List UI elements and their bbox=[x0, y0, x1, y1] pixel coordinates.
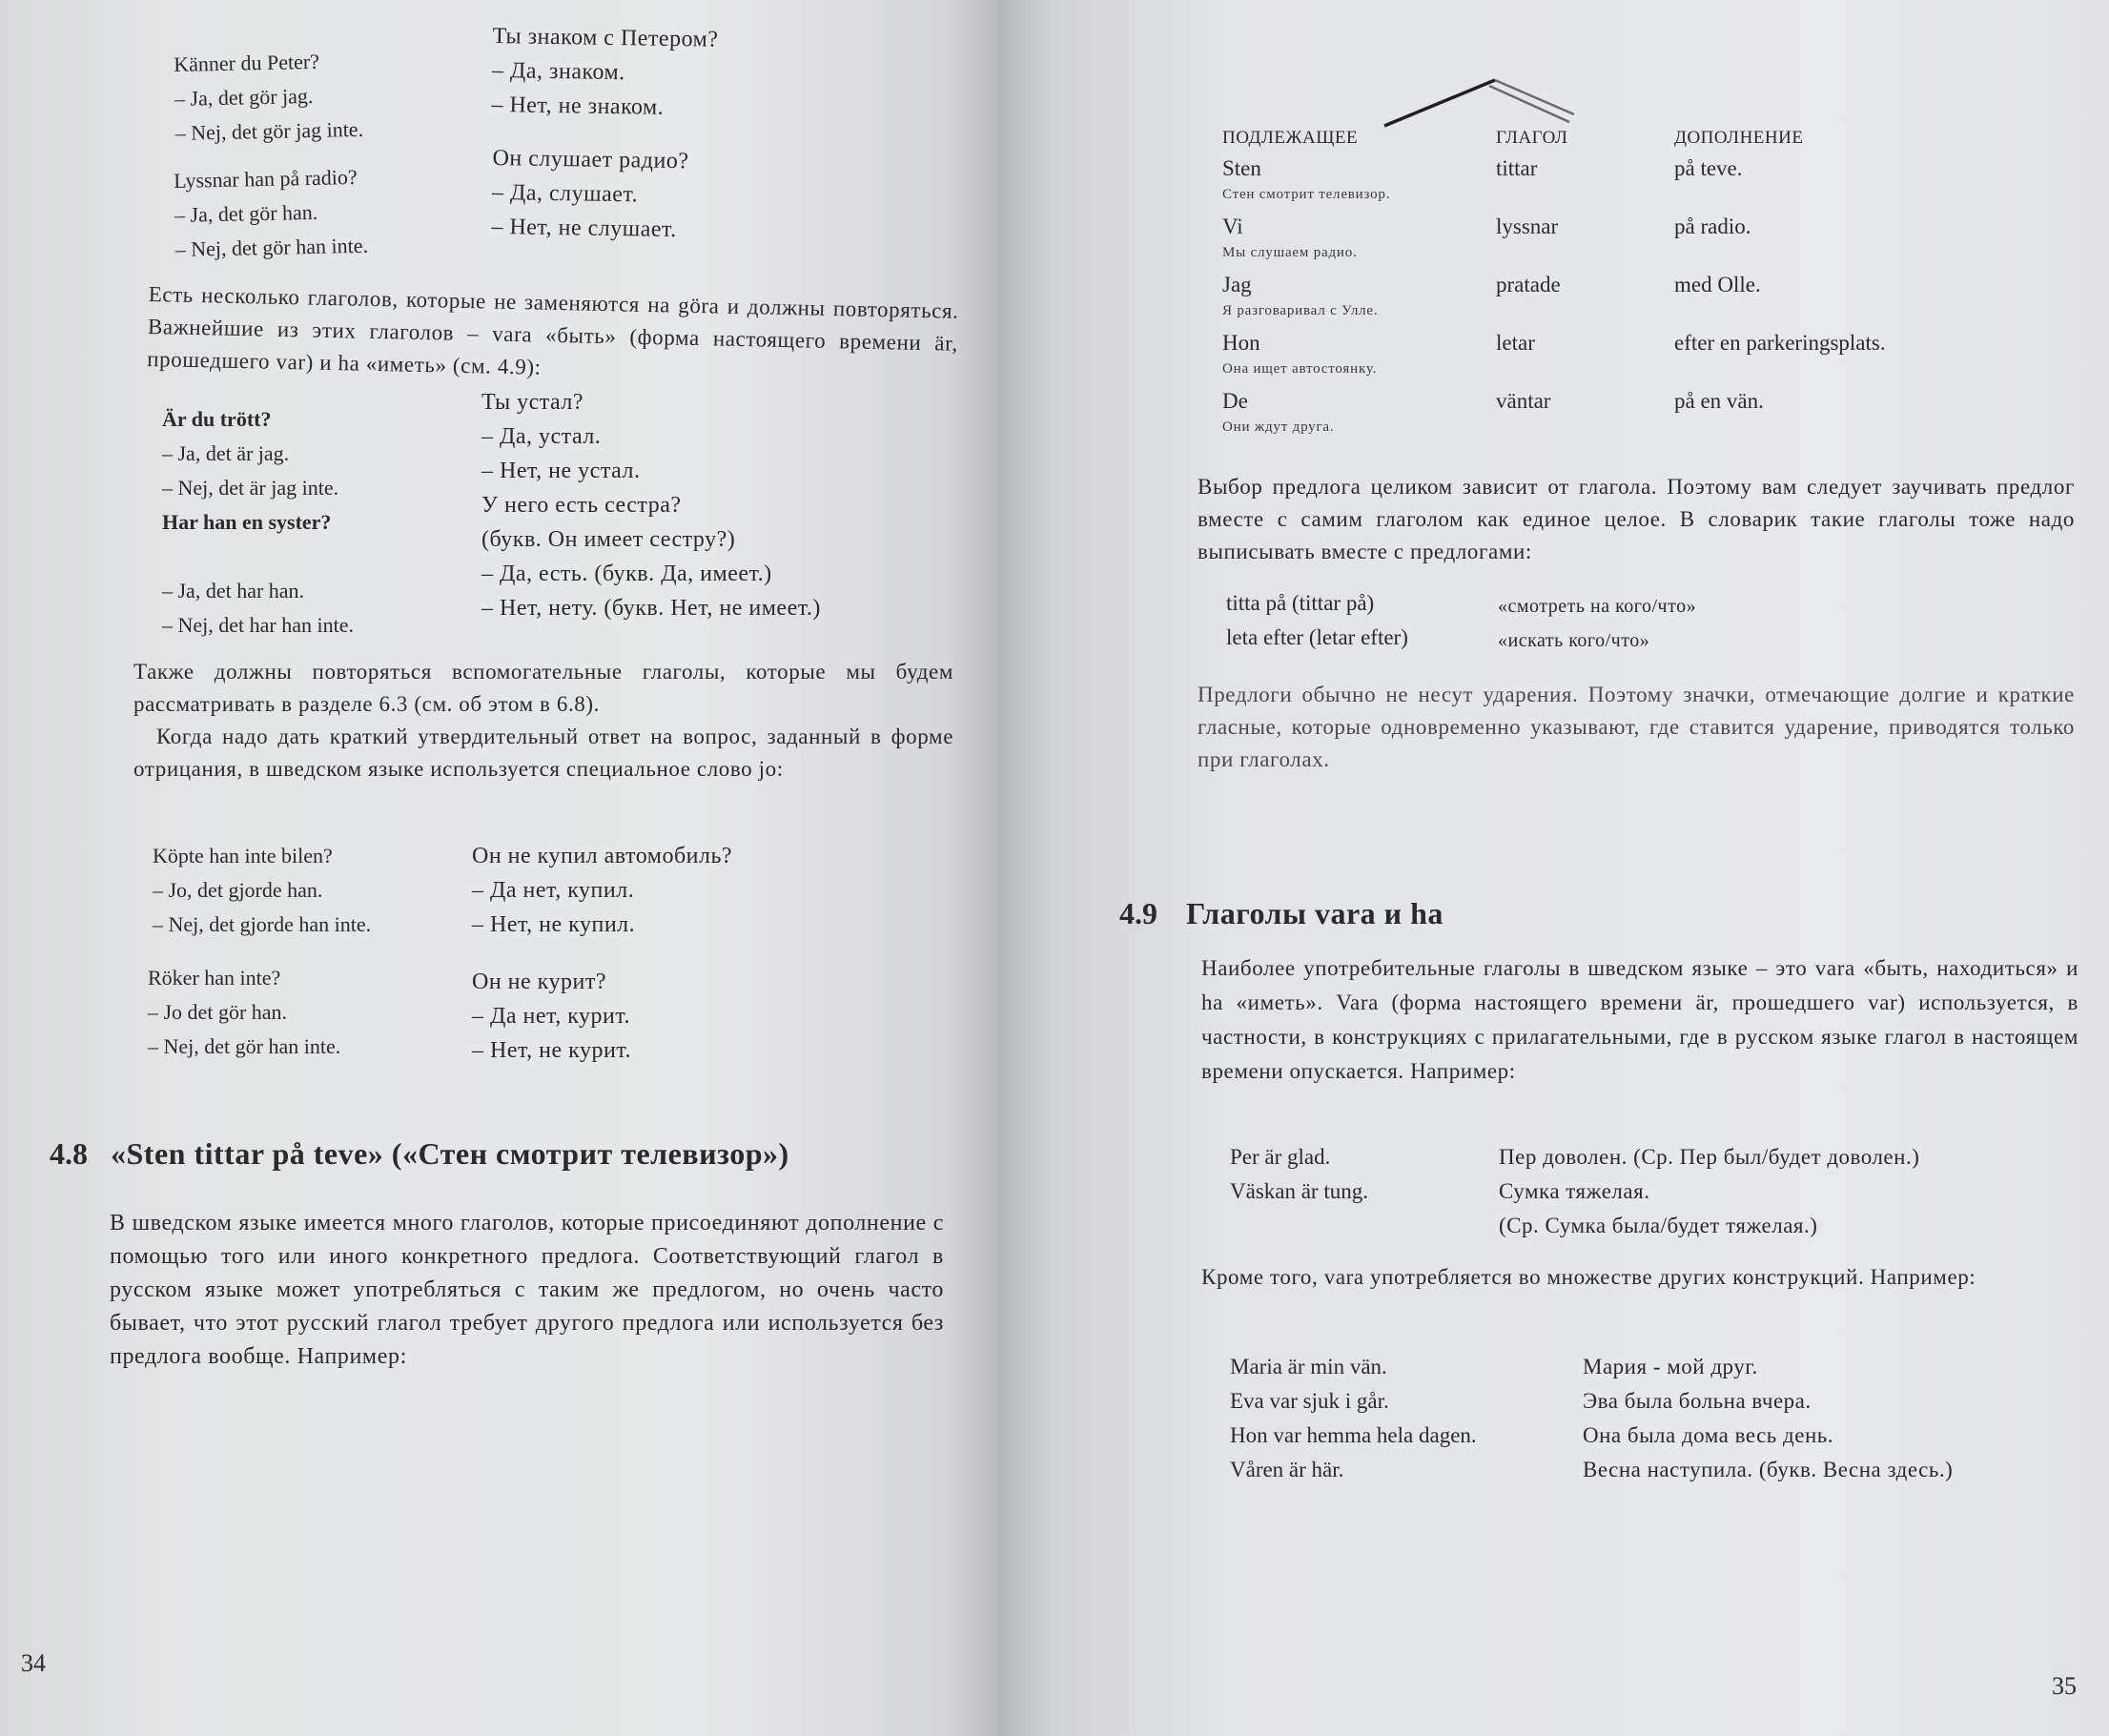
example-line: – Да, слушает. bbox=[491, 180, 639, 208]
table-cell-subject: Hon bbox=[1222, 331, 1260, 355]
example-russian-block bbox=[472, 839, 949, 942]
example-line: Он не купил автомобиль? bbox=[472, 844, 733, 868]
example-line: – Нет, нету. (букв. Нет, не имеет.) bbox=[481, 596, 821, 621]
section-4-9-body: Наиболее употребительные глаголы в шведском языке – это vara «быть, находиться» и ha «иметь». Vara (форма настоящего времени är, прошедшего var) используется, в частности, в конструкциях с прилагательными, где в русском языке глагол в настоящем времени опускается. Например: bbox=[1201, 956, 2078, 1083]
example-line: Har han en syster? bbox=[162, 510, 332, 534]
example-russian-block bbox=[1499, 1140, 2071, 1243]
example-swedish-block bbox=[148, 961, 462, 1064]
column-header-object: ДОПОЛНЕНИЕ bbox=[1674, 128, 1804, 148]
example-line: Hon var hemma hela dagen. bbox=[1230, 1423, 1477, 1447]
example-line: Känner du Peter? bbox=[173, 49, 320, 77]
example-line: – Nej, det gör han inte. bbox=[148, 1034, 341, 1058]
table-cell-object: på radio. bbox=[1674, 214, 1751, 238]
example-line: Är du trött? bbox=[162, 407, 272, 431]
example-line: Väskan är tung. bbox=[1230, 1179, 1368, 1203]
example-line: – Нет, не знаком. bbox=[491, 92, 665, 120]
verb-pair-row bbox=[1226, 625, 2065, 660]
example-line: – Nej, det är jag inte. bbox=[162, 476, 339, 500]
table-cell-gloss: Она ищет автостоянку. bbox=[1222, 361, 1378, 377]
table-cell-object: på en vän. bbox=[1674, 389, 1764, 413]
example-line: – Nej, det gjorde han inte. bbox=[153, 912, 372, 936]
example-line: Per är glad. bbox=[1230, 1145, 1331, 1169]
example-line: Она была дома весь день. bbox=[1583, 1423, 1834, 1447]
table-cell-object: med Olle. bbox=[1674, 273, 1761, 296]
example-line: Он не курит? bbox=[472, 970, 606, 994]
example-line bbox=[162, 540, 477, 574]
paragraph-stress: Предлоги обычно не несут ударения. Поэтому значки, отмечающие долгие и краткие гласные, которые одновременно указывают, где ставится ударение, приводятся только при глаголах. bbox=[1198, 683, 2075, 771]
table-cell-gloss: Они ждут друга. bbox=[1222, 419, 1335, 435]
example-line: Ты знаком с Петером? bbox=[492, 24, 719, 52]
table-cell-subject: Vi bbox=[1222, 214, 1243, 238]
example-line: Эва была больна вчера. bbox=[1583, 1389, 1812, 1413]
page-number: 35 bbox=[2052, 1672, 2077, 1700]
paragraph-prepositions: Выбор предлога целиком зависит от глагола. Поэтому вам следует заучивать предлог вместе с самим глаголом как единое целое. В словарик такие глаголы тоже надо выписывать вместе с предлогами: bbox=[1198, 475, 2075, 563]
example-swedish-block bbox=[1230, 1140, 1497, 1209]
example-swedish-block bbox=[153, 839, 467, 942]
example-line: – Да, есть. (букв. Да, имеет.) bbox=[481, 562, 772, 586]
left-page bbox=[0, 0, 997, 1736]
table-cell-object: efter en parkeringsplats. bbox=[1674, 331, 1886, 355]
example-line: Сумка тяжелая. bbox=[1499, 1179, 1650, 1203]
example-swedish-block bbox=[162, 402, 477, 643]
example-line: Maria är min vän. bbox=[1230, 1355, 1387, 1379]
example-line: Мария - мой друг. bbox=[1583, 1355, 1758, 1379]
example-line: Eva var sjuk i går. bbox=[1230, 1389, 1389, 1413]
example-line: Пер доволен. (Ср. Пер был/будет доволен.) bbox=[1499, 1145, 1920, 1169]
table-cell-verb: letar bbox=[1496, 331, 1535, 355]
table-cell-gloss: Стен смотрит телевизор. bbox=[1222, 187, 1391, 202]
roof-diagram bbox=[1379, 72, 1627, 130]
example-line: – Да, знаком. bbox=[491, 58, 625, 86]
example-line: Våren är här. bbox=[1230, 1458, 1344, 1481]
table-cell-verb: tittar bbox=[1496, 156, 1538, 180]
verb-pair-swedish: titta på (tittar på) bbox=[1226, 591, 1375, 615]
example-line: – Нет, не слушает. bbox=[491, 214, 677, 243]
section-title: «Sten tittar på teve» («Стен смотрит телевизор») bbox=[111, 1136, 789, 1171]
page-number: 34 bbox=[21, 1649, 46, 1677]
example-line: Он слушает радио? bbox=[492, 146, 689, 174]
paragraph-jo: Когда надо дать краткий утвердительный ответ на вопрос, заданный в форме отрицания, в шведском языке используется специальное слово jo: bbox=[133, 725, 953, 781]
table-cell-subject: De bbox=[1222, 389, 1248, 413]
sentence-table bbox=[1222, 156, 2080, 447]
section-number: 4.8 bbox=[50, 1136, 88, 1171]
paragraph-auxiliary-verbs: Также должны повторяться вспомогательные глаголы, которые мы будем рассматривать в разделе 6.3 (см. об этом в 6.8). bbox=[133, 660, 953, 716]
example-line: – Нет, не купил. bbox=[472, 912, 636, 937]
example-line: – Нет, не устал. bbox=[481, 459, 641, 483]
example-line: Röker han inte? bbox=[148, 966, 281, 990]
example-line: У него есть сестра? bbox=[481, 493, 682, 518]
table-cell-verb: väntar bbox=[1496, 389, 1551, 413]
column-header-subject: ПОДЛЕЖАЩЕЕ bbox=[1222, 128, 1359, 148]
section-heading-4-8 bbox=[50, 1136, 789, 1172]
verb-pair-russian: «искать кого/что» bbox=[1498, 630, 1650, 651]
example-line: Весна наступила. (букв. Весна здесь.) bbox=[1583, 1458, 1954, 1481]
example-line: – Да нет, купил. bbox=[472, 878, 635, 903]
example-line: – Nej, det gör jag inte. bbox=[174, 116, 364, 145]
section-4-8-body: В шведском языке имеется много глаголов, которые присоединяют дополнение с помощью того или иного конкретного предлога. Соответствующий глагол в русском языке может употребляться с таким же предлогом, но очень часто бывает, что этот русский глагол требует другого предлога или используется без предлога вообще. Например: bbox=[110, 1211, 944, 1369]
example-swedish-block bbox=[174, 41, 481, 151]
table-cell-subject: Jag bbox=[1222, 273, 1252, 296]
example-russian-block bbox=[491, 141, 951, 252]
table-cell-gloss: Я разговаривал с Улле. bbox=[1222, 303, 1379, 318]
example-line: Ты устал? bbox=[481, 390, 584, 415]
example-line: – Ja, det är jag. bbox=[162, 441, 290, 465]
table-cell-verb: pratade bbox=[1496, 273, 1561, 296]
verb-pair-row bbox=[1226, 591, 2065, 625]
example-swedish-block bbox=[1230, 1350, 1592, 1487]
table-cell-verb: lyssnar bbox=[1496, 214, 1559, 238]
right-page bbox=[997, 0, 2109, 1736]
example-line: – Nej, det gör han inte. bbox=[174, 233, 369, 261]
example-line: – Jo det gör han. bbox=[148, 1000, 288, 1024]
section-heading-4-9 bbox=[1119, 896, 1444, 931]
example-line: Lyssnar han på radio? bbox=[173, 164, 358, 194]
example-swedish-block bbox=[174, 157, 481, 267]
section-number: 4.9 bbox=[1119, 896, 1157, 930]
paragraph-vara-ha: Есть несколько глаголов, которые не заменяются на göra и должны повторяться. Важнейшие из этих глаголов – vara «быть» (форма настоящего времени är, прошедшего var) и ha «иметь» (см. 4.9): bbox=[147, 282, 959, 379]
table-cell-subject: Sten bbox=[1222, 156, 1261, 180]
table-cell-gloss: Мы слушаем радио. bbox=[1222, 245, 1358, 260]
example-line: Köpte han inte bilen? bbox=[153, 844, 333, 868]
example-line: – Ja, det gör han. bbox=[174, 199, 318, 227]
example-russian-block bbox=[481, 385, 958, 625]
example-line: – Nej, det har han inte. bbox=[162, 613, 354, 637]
paragraph-more-constructions: Кроме того, vara употребляется во множестве других конструкций. Например: bbox=[1201, 1265, 1976, 1289]
example-line: – Да, устал. bbox=[481, 424, 602, 449]
example-line: – Ja, det har han. bbox=[162, 579, 305, 602]
section-title: Глаголы vara и ha bbox=[1186, 896, 1444, 930]
verb-pair-swedish: leta efter (letar efter) bbox=[1226, 625, 1408, 649]
example-russian-block bbox=[472, 965, 949, 1068]
verb-pair-russian: «смотреть на кого/что» bbox=[1498, 596, 1697, 617]
example-line: (Ср. Сумка была/будет тяжелая.) bbox=[1499, 1214, 1818, 1237]
example-line: – Да нет, курит. bbox=[472, 1004, 631, 1029]
example-line: – Нет, не курит. bbox=[472, 1038, 632, 1063]
column-header-verb: ГЛАГОЛ bbox=[1496, 128, 1568, 148]
example-russian-block bbox=[491, 19, 951, 130]
table-cell-object: på teve. bbox=[1674, 156, 1743, 180]
example-russian-block bbox=[1583, 1350, 2078, 1487]
example-line: (букв. Он имеет сестру?) bbox=[481, 527, 736, 552]
example-line: – Jo, det gjorde han. bbox=[153, 878, 323, 902]
verb-pair-list bbox=[1226, 591, 2065, 660]
example-line: – Ja, det gör jag. bbox=[174, 83, 314, 111]
